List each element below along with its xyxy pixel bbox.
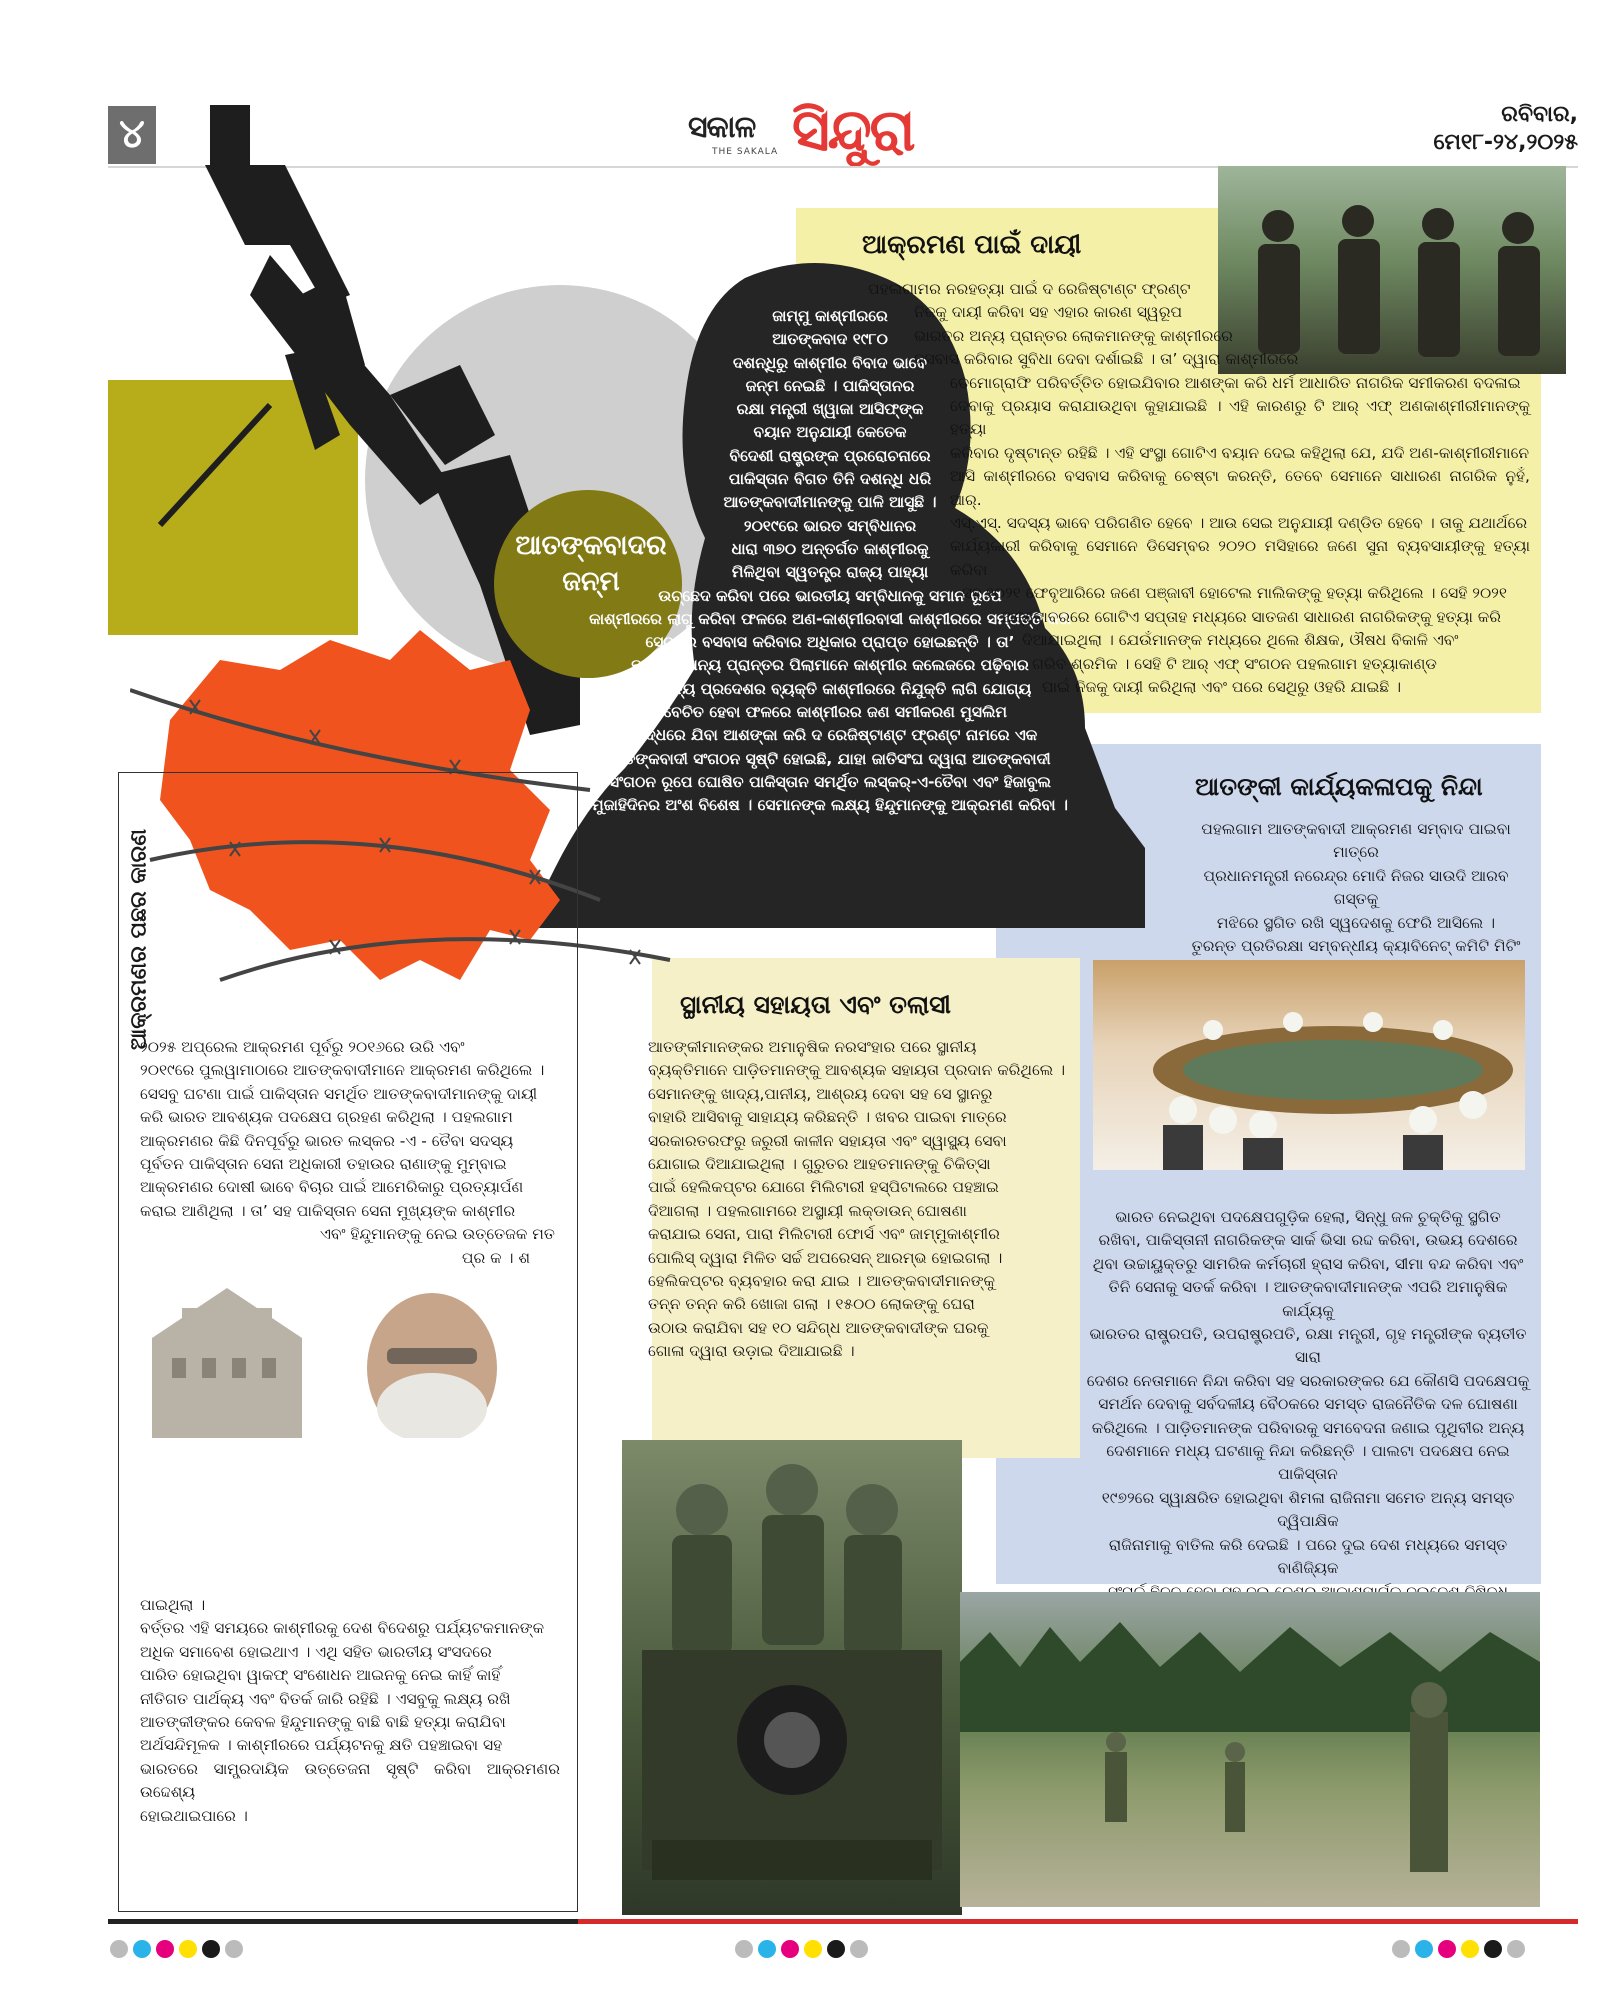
registration-dot — [202, 1940, 220, 1958]
text-line: ରକ୍ଷା ମନ୍ତ୍ରୀ ଖ୍ୱାଜା ଆସିଫ୍ଙ୍କ — [736, 400, 924, 419]
condemnation-text-2 — [1082, 1206, 1534, 1627]
text-line: ଭାରତ ନେଇଥିବା ପଦକ୍ଷେପଗୁଡ଼ିକ ହେଲା, ସିନ୍ଧୁ ଜଳ ଚୁକ୍ତିକୁ ସ୍ଥଗିତ — [1115, 1208, 1501, 1226]
text-line: ଜନ୍ମ ନେଇଛି । ପାକିସ୍ତାନର — [745, 376, 915, 395]
text-line: ଡେମୋଗ୍ରାଫି ପରିବର୍ତ୍ତିତ ହୋଇଯିବାର ଆଶଙ୍କା କରି ଧର୍ମ ଆଧାରିତ ନାଗରିକ ସମୀକରଣ ବଦଳାଇ — [950, 373, 1521, 392]
text-line: ଧାରା ୩୭୦ ଅନ୍ତର୍ଗତ କାଶ୍ମୀରକୁ — [731, 539, 929, 558]
supplement-title: ସିନ୍ଦୁରା — [792, 96, 914, 164]
text-line: ଏସ୍.ଏସ୍. ସଦସ୍ୟ ଭାବେ ପରିଗଣିତ ହେବେ । ଆଉ ସେଇ ଅନୁଯାୟୀ ଦଣ୍ଡିତ ହେବେ । ତାକୁ ଯଥାର୍ଥରେ — [950, 514, 1528, 533]
registration-dot — [827, 1940, 845, 1958]
text-line: ତିନି ସେନାକୁ ସତର୍କ କରିବା । ଆତଙ୍କବାଦୀମାନଙ୍କ ଏପରି ଅମାନୁଷିକ କାର୍ଯ୍ୟକୁ — [1108, 1278, 1508, 1320]
text-line: ଥିବା ଉଚ୍ଚାୟୁକ୍ତରୁ ସାମରିକ କର୍ମଚାରୀ ହ୍ରାସ କରିବା, ସୀମା ବନ୍ଦ କରିବା ଏବଂ — [1092, 1254, 1524, 1273]
text-line: କରିବାର ଦୃଷ୍ଟାନ୍ତ ରହିଛି । ଏହି ସଂସ୍ଥା ଗୋଟିଏ ବୟାନ ଦେଇ କହିଥିଲା ଯେ, ଯଦି ଅଣ-କାଶ୍ମୀରୀମାନେ — [950, 443, 1530, 462]
text-line: ହେଲିକପ୍ଟର ବ୍ୟବହାର କରା ଯାଇ । ଆତଙ୍କବାଦୀମାନଙ୍କୁ — [648, 1272, 996, 1291]
text-line: ପାଇଁ ହେଲିକପ୍ଟର ଯୋଗେ ମିଲିଟାରୀ ହସ୍ପିଟାଲରେ ପହଞ୍ଚାଇ — [648, 1178, 999, 1197]
text-line: ଏବଂ ହିନ୍ଦୁମାନଙ୍କୁ ନେଇ ଉତ୍ତେଜକ ମତ — [320, 1225, 555, 1244]
text-line: ସହ ୨୦୨୧ ଫେବୃଆରିରେ ଜଣେ ପଞ୍ଜାବୀ ହୋଟେଲ ମାଲିକଙ୍କୁ ହତ୍ୟା କରିଥିଲେ । ସେହି ୨୦୨୧ — [962, 584, 1507, 603]
army-vehicle-photo — [622, 1440, 962, 1915]
text-line: ପ୍ରଧାନମନ୍ତ୍ରୀ ନରେନ୍ଦ୍ର ମୋଦି ନିଜର ସାଉଦି ଆରବ ଗସ୍ତକୁ — [1203, 866, 1509, 909]
text-line: ବାହାରି ଆସିବାକୁ ସାହାଯ୍ୟ କରିଛନ୍ତି । ଖବର ପାଇବା ମାତ୍ରେ — [648, 1108, 1007, 1127]
brand-logo: ସକାଳ — [688, 110, 756, 145]
text-line: ହୋଇଥାଇପାରେ । — [140, 1806, 248, 1825]
registration-dot — [110, 1940, 128, 1958]
text-line: ଜାମ୍ମୁ କାଶ୍ମୀରରେ — [772, 307, 888, 325]
registration-dot — [179, 1940, 197, 1958]
text-line: ଅଧିକ ସମାବେଶ ହୋଇଥାଏ । ଏଥି ସହିତ ଭାରତୀୟ ସଂସଦରେ — [140, 1642, 492, 1661]
text-line: ତନ୍ନ ତନ୍ନ କରି ଖୋଜା ଗଲା । ୧୫୦୦ ଲୋକଙ୍କୁ ଘେରା — [648, 1295, 975, 1314]
registration-marks-center — [735, 1940, 873, 1962]
registration-dot — [156, 1940, 174, 1958]
text-line: ଯୋଗାଇ ଦିଆଯାଇଥିଲା । ଗୁରୁତର ଆହତମାନଙ୍କୁ ଚିକିତ୍ସା — [648, 1155, 991, 1174]
text-line: ତୁରନ୍ତ ପ୍ରତିରକ୍ଷା ସମ୍ବନ୍ଧୀୟ କ୍ୟାବିନେଟ୍ କମିଟି ମିଟିଂ — [1191, 937, 1521, 956]
registration-dot — [225, 1940, 243, 1958]
text-line: କାଶ୍ମୀରରେ ଲାଗୁ କରିବା ଫଳରେ ଅଣ-କାଶ୍ମୀରବାସୀ କାଶ୍ମୀରରେ ସମ୍ପତ୍ତି କିଣି — [589, 609, 1071, 628]
registration-dot — [1484, 1940, 1502, 1958]
cabinet-meeting-photo — [1093, 960, 1525, 1170]
text-line: ଅକ୍ଟୋବରରେ ଗୋଟିଏ ସପ୍ତାହ ମଧ୍ୟରେ ସାତଜଣ ସାଧାରଣ ନାଗରିକଙ୍କୁ ହତ୍ୟା କରି — [1002, 607, 1501, 626]
text-line: କରାଇ ଆଣିଥିଲା । ତା’ ସହ ପାକିସ୍ତାନ ସେନା ମୁଖ୍ୟଙ୍କ କାଶ୍ମୀର — [140, 1201, 516, 1220]
text-line: ଅର୍ଥସନ୍ଦିମୂଳକ । କାଶ୍ମୀରରେ ପର୍ଯ୍ୟଟନକୁ କ୍ଷତି ପହଞ୍ଚାଇବା ସହ — [140, 1736, 503, 1755]
text-line: ଆତଙ୍କବାଦୀ ସଂଗଠନ ସୃଷ୍ଟି ହୋଇଛି, ଯାହା ଜାତିସଂଘ ଦ୍ୱାରା ଆତଙ୍କବାଦୀ — [609, 749, 1051, 768]
text-line: ବ୍ୟତୀତ ଅନ୍ୟ ପ୍ରାନ୍ତର ପିଲାମାନେ କାଶ୍ମୀର କଲେଜରେ ପଢ଼ିବାର — [631, 656, 1029, 675]
registration-dot — [1507, 1940, 1525, 1958]
text-line: ଭାରତରେ ସାମ୍ପ୍ରଦାୟିକ ଉତ୍ତେଜନା ସୃଷ୍ଟି କରିବା ଆକ୍ରମଣର ଉଦ୍ଦେଶ୍ୟ — [140, 1759, 560, 1802]
brand-subtitle: THE SAKALA — [712, 147, 779, 157]
text-line: ୨୦୧୯ରେ ଭାରତ ସମ୍ବିଧାନର — [743, 516, 917, 535]
text-line: ସେମାନଙ୍କୁ ଖାଦ୍ୟ,ପାନୀୟ, ଆଶ୍ରୟ ଦେବା ସହ ସେ ସ୍ଥାନରୁ — [648, 1084, 993, 1103]
text-line: ନୀତିଗତ ପାର୍ଥକ୍ୟ ଏବଂ ବିତର୍କ ଜାରି ରହିଛି । ଏସବୁକୁ ଲକ୍ଷ୍ୟ ରଖି — [140, 1689, 511, 1708]
text-line: କରାଯାଇ ସେନା, ପାରା ମିଲିଟାରୀ ଫୋର୍ସ ଏବଂ ଜାମ୍ମୁକାଶ୍ମୀର — [648, 1225, 1000, 1244]
text-line: ଦଶନ୍ଧିରୁ କାଶ୍ମୀର ବିବାଦ ଭାବେ — [733, 353, 927, 372]
text-line: ସରକାରତରଫରୁ ଜରୁରୀ କାଳୀନ ସହାୟତା ଏବଂ ସ୍ୱାସ୍ଥ୍ୟ ସେବା — [648, 1131, 1007, 1150]
text-line: ଗରିବ ଶ୍ରମିକ । ସେହି ଟି ଆର୍ ଏଫ୍ ସଂଗଠନ ପହଲଗାମ ହତ୍ୟାକାଣ୍ଡ — [1032, 654, 1437, 673]
text-line: ଦେଶର ନେତାମାନେ ନିନ୍ଦା କରିବା ସହ ସରକାରଙ୍କର ଯେ କୌଣସି ପଦକ୍ଷେପକୁ — [1086, 1371, 1530, 1390]
text-line: ବ୍ୟକ୍ତିମାନେ ପାଡ଼ିତମାନଙ୍କୁ ଆବଶ୍ୟକ ସହାୟତା ପ୍ରଦାନ କରିଥିଲେ । — [648, 1061, 1066, 1080]
text-line: ୧୯୭୨ରେ ସ୍ୱାକ୍ଷରିତ ହୋଇଥିବା ଶିମଳା ରାଜିନାମା ସମେତ ଅନ୍ୟ ସମସ୍ତ ଦ୍ୱିପାକ୍ଷିକ — [1101, 1488, 1515, 1531]
text-line: ପାଇଁ ନିଜକୁ ଦାୟୀ କରିଥିଲା ଏବଂ ପରେ ସେଥିରୁ ଓହରି ଯାଇଛି । — [1042, 677, 1402, 696]
text-line: ଆତଙ୍କୀମାନଙ୍କର ଅମାନୁଷିକ ନରସଂହାର ପରେ ସ୍ଥାନୀୟ — [648, 1038, 977, 1056]
text-line: ମଝିରେ ସ୍ଥଗିତ ରଖି ସ୍ୱଦେଶକୁ ଫେରି ଆସିଲେ । — [1216, 913, 1496, 932]
text-line: କରିଥିଲେ । ପାଡ଼ିତମାନଙ୍କ ପରିବାରକୁ ସମବେଦନା ଜଣାଇ ପୃଥିବୀର ଅନ୍ୟ — [1091, 1418, 1525, 1437]
text-line: ଦିଆଗଲା । ପହଲଗାମରେ ଅସ୍ଥାୟୀ ଲକ୍ଡାଉନ୍ ଘୋଷଣା — [648, 1201, 967, 1220]
registration-dot — [1461, 1940, 1479, 1958]
search-operation-photo — [960, 1592, 1540, 1907]
text-line: ପହଲଗାମ ଆତଙ୍କବାଦୀ ଆକ୍ରମଣ ସମ୍ବାଦ ପାଇବା ମାତ୍ରେ — [1201, 820, 1511, 862]
text-line: ବିରୁଦ୍ଧରେ ଯିବା ଆଶଙ୍କା କରି ଦ ରେଜିଷ୍ଟାଣ୍ଟ ଫ୍ରଣ୍ଟ ନାମରେ ଏକ — [622, 726, 1038, 745]
text-line: ସମର୍ଥନ ଦେବାକୁ ସର୍ବଦଳୀୟ ବୈଠକରେ ସମସ୍ତ ରାଜନୈତିକ ଦଳ ଘୋଷଣା — [1098, 1395, 1518, 1414]
text-line: ଦିଆଯାଇଥିଲା । ଯେଉଁମାନଙ୍କ ମଧ୍ୟରେ ଥିଲେ ଶିକ୍ଷକ, ଔଷଧ ବିକାଳି ଏବଂ — [1022, 631, 1459, 650]
page-number: ୪ — [108, 106, 156, 164]
responsibility-heading: ଆକ୍ରମଣ ପାଇଁ ଦାୟୀ — [862, 230, 1082, 260]
text-line: ଆକ୍ରମଣର ଦୋଷୀ ଭାବେ ବିଚାର ପାଇଁ ଆମେରିକାରୁ ପ୍ରତ୍ୟାର୍ପଣ — [140, 1178, 524, 1197]
text-line: କରି ଭାରତ ଆବଶ୍ୟକ ପଦକ୍ଷେପ ଗ୍ରହଣ କରିଥିଲା । ପହଲଗାମ — [140, 1108, 513, 1127]
text-line: ପାଇଥିଲା । — [140, 1596, 206, 1614]
registration-dot — [850, 1940, 868, 1958]
local-help-text — [648, 1036, 1068, 1364]
text-line: ପାରିତ ହୋଇଥିବା ୱାକଫ୍ ସଂଶୋଧନ ଆଇନକୁ ନେଇ କାହିଁ କାହିଁ — [140, 1666, 501, 1685]
text-line: ଭାରତର ରାଷ୍ଟ୍ରପତି, ଉପରାଷ୍ଟ୍ରପତି, ରକ୍ଷା ମନ୍ତ୍ରୀ, ଗୃହ ମନ୍ତ୍ରୀଙ୍କ ବ୍ୟତୀତ ସାରା — [1089, 1325, 1527, 1367]
text-line: ପୋଲିସ୍ ଦ୍ୱାରା ମିଳିତ ସର୍ଚ୍ଚ ଅପରେସନ୍ ଆରମ୍ଭ ହୋଇଗଲା । — [648, 1248, 1003, 1267]
registration-dot — [1415, 1940, 1433, 1958]
text-line: ଆକ୍ରମଣର କିଛି ଦିନପୂର୍ବରୁ ଭାରତ ଲସ୍କର -ଏ - ତୈବା ସଦସ୍ୟ — [140, 1131, 514, 1150]
local-help-heading: ସ୍ଥାନୀୟ ସହାୟତା ଏବଂ ତଲାସୀ — [680, 990, 951, 1019]
registration-dot — [781, 1940, 799, 1958]
text-line: ଆତଙ୍କୀଙ୍କର କେବଳ ହିନ୍ଦୁମାନଙ୍କୁ ବାଛି ବାଛି ହତ୍ୟା କରାଯିବା — [140, 1713, 506, 1732]
condemnation-heading: ଆତଙ୍କୀ କାର୍ଯ୍ୟକଳାପକୁ ନିନ୍ଦା — [1195, 772, 1483, 801]
text-line: ଆସି କାଶ୍ମୀରରେ ବସବାସ କରିବାକୁ ଚେଷ୍ଟା କରନ୍ତି, ତେବେ ସେମାନେ ସାଧାରଣ ନାଗରିକ ନୁହଁ, ଆର୍. — [950, 467, 1530, 509]
registration-marks-left — [110, 1940, 248, 1962]
registration-dot — [758, 1940, 776, 1958]
text-line: ରାଜିନାମାକୁ ବାତିଲ କରି ଦେଇଛି । ପରେ ଦୁଇ ଦେଶ ମଧ୍ୟରେ ସମସ୍ତ ବାଣିଜ୍ୟିକ — [1108, 1535, 1508, 1578]
text-line: ପହଲଗାମର ନରହତ୍ୟା ପାଇଁ ଦ ରେଜିଷ୍ଟାଣ୍ଟ ଫ୍ରଣ୍ଟ — [868, 280, 1191, 298]
text-line: ବିଦେଶୀ ରାଷ୍ଟ୍ରଙ୍କ ପ୍ରରୋଚନାରେ — [729, 446, 931, 465]
text-line: ସେଠାରେ ବସବାସ କରିବାର ଅଧିକାର ପ୍ରାପ୍ତ ହୋଇଛନ୍ତି । ତା’ — [645, 633, 1015, 652]
registration-dot — [1392, 1940, 1410, 1958]
text-line: ବର୍ତ୍ତର ଏହି ସମୟରେ କାଶ୍ମୀରକୁ ଦେଶ ବିଦେଶରୁ ପର୍ଯ୍ୟଟକମାନଙ୍କ — [140, 1619, 545, 1638]
text-line: ୨୦୨୫ ଅପ୍ରେଲ ଆକ୍ରମଣ ପୂର୍ବରୁ ୨୦୧୬ରେ ଉରି ଏବଂ — [140, 1038, 465, 1056]
issue-day: ରବିବାର, — [1501, 102, 1578, 127]
text-line: ଆତଙ୍କବାଦ ୧୯୮୦ — [772, 330, 888, 349]
registration-dot — [1438, 1940, 1456, 1958]
intro-heading: ଆତଙ୍କବାଦର ଜନ୍ମ — [515, 530, 667, 597]
registration-dot — [804, 1940, 822, 1958]
text-line: ମିଳିଥିବା ସ୍ୱତନ୍ତ୍ର ରାଜ୍ୟ ପାହ୍ୟା — [731, 563, 929, 582]
footer-rule-red — [578, 1919, 1578, 1924]
reasons-text — [140, 1036, 560, 1270]
text-line: ପ୍ର କ । ଶ — [461, 1248, 530, 1267]
text-line: ଦେଶମାନେ ମଧ୍ୟ ଘଟଣାକୁ ନିନ୍ଦା କରିଛନ୍ତି । ପାଲଟା ପଦକ୍ଷେପ ନେଇ ପାକିସ୍ତାନ — [1106, 1442, 1510, 1484]
text-line: ଆତଙ୍କବାଦୀମାନଙ୍କୁ ପାଳି ଆସୁଛି । — [723, 493, 937, 512]
registration-marks-right — [1392, 1940, 1530, 1962]
text-line: ଦେବାକୁ ପ୍ରୟାସ କରାଯାଉଥିବା କୁହାଯାଇଛି । ଏହି କାରଣରୁ ଟି ଆର୍ ଏଫ୍ ଅଣକାଶ୍ମୀରୀମାନଙ୍କୁ ହତ୍ୟା — [950, 397, 1530, 439]
registration-dot — [133, 1940, 151, 1958]
text-line: ଉଠାଉ କରାଯିବା ସହ ୧୦ ସନ୍ଦିଗ୍ଧ ଆତଙ୍କବାଦୀଙ୍କ ଘରକୁ — [648, 1318, 989, 1337]
text-line: ନିଜକୁ ଦାୟୀ କରିବା ସହ ଏହାର କାରଣ ସ୍ୱରୂପ — [914, 303, 1183, 322]
issue-date: ମେ୧୮-୨୪,୨୦୨୫ — [1433, 130, 1578, 155]
text-line: ସଂଗଠନ ରୂପେ ଘୋଷିତ ପାକିସ୍ତାନ ସମର୍ଥିତ ଲସ୍କର୍-ଏ-ତୈବା ଏବଂ ହିଜାବୁଲ — [608, 772, 1051, 791]
text-line: ବିବେଚିତ ହେବା ଫଳରେ କାଶ୍ମୀରର ଜଣ ସମୀକରଣ ମୁସଲିମ — [652, 703, 1008, 722]
text-line: ଭାରତର ଅନ୍ୟ ପ୍ରାନ୍ତର ଲୋକମାନଙ୍କୁ କାଶ୍ମୀରରେ — [914, 326, 1233, 345]
text-line: ଗୋଳା ଦ୍ୱାରା ଉଡ଼ାଇ ଦିଆଯାଇଛି । — [648, 1342, 855, 1361]
reasons-text-2 — [140, 1594, 560, 1828]
text-line: ପାକିସ୍ତାନ ବିଗତ ତିନି ଦଶନ୍ଧି ଧରି — [728, 470, 932, 489]
footer-rule-black — [108, 1919, 578, 1924]
responsibility-text — [812, 278, 1530, 699]
text-line: ରଖିବା, ପାକିସ୍ତାନୀ ନାଗରିକଙ୍କ ସାର୍କ ଭିସା ରଦ୍ଦ କରିବା, ଉଭୟ ଦେଶରେ — [1098, 1231, 1518, 1250]
text-line: ଏବଂ ଅନ୍ୟ ପ୍ରଦେଶର ବ୍ୟକ୍ତି କାଶ୍ମୀରରେ ନିଯୁକ୍ତି ଲାଗି ଯୋଗ୍ୟ — [628, 679, 1032, 698]
reasons-heading: ଆକ୍ରମଣର ପଛର କାରଣ — [126, 829, 152, 1051]
text-line: ମୁଜାହିଦିନର ଅଂଶ ବିଶେଷ । ସେମାନଙ୍କ ଲକ୍ଷ୍ୟ ହିନ୍ଦୁମାନଙ୍କୁ ଆକ୍ରମଣ କରିବା । — [592, 796, 1068, 815]
registration-dot — [735, 1940, 753, 1958]
text-line: ବସବାସ କରିବାର ସୁବିଧା ଦେବା ଦର୍ଶାଇଛି । ତା’ ଦ୍ୱାରା କାଶ୍ମୀରରେ — [914, 350, 1299, 369]
text-line: କାର୍ଯ୍ୟକାରୀ କରିବାକୁ ସେମାନେ ଡିସେମ୍ବର ୨୦୨୦ ମସିହାରେ ଜଣେ ସୁନା ବ୍ୟବସାୟୀଙ୍କୁ ହତ୍ୟା କରିବା — [950, 537, 1530, 579]
rana-illustration — [132, 1278, 557, 1438]
text-line: ବୟାନ ଅନୁଯାୟୀ କେତେକ — [753, 423, 907, 442]
text-line: ଉଚ୍ଛେଦ କରିବା ପରେ ଭାରତୀୟ ସମ୍ବିଧାନକୁ ସମାନ ରୂପେ — [658, 586, 1002, 605]
text-line: ୨୦୧୯ରେ ପୁଲୱାମାଠାରେ ଆତଙ୍କବାଦୀମାନେ ଆକ୍ରମଣ କରିଥିଲେ । — [140, 1061, 545, 1080]
text-line: ସେସବୁ ଘଟଣା ପାଇଁ ପାକିସ୍ତାନ ସମର୍ଥିତ ଆତଙ୍କବାଦୀମାନଙ୍କୁ ଦାୟୀ — [140, 1084, 538, 1103]
text-line: ପୂର୍ବତନ ପାକିସ୍ତାନ ସେନା ଅଧିକାରୀ ତହାଉର ରାଣାଙ୍କୁ ମୁମ୍ବାଇ — [140, 1155, 507, 1174]
